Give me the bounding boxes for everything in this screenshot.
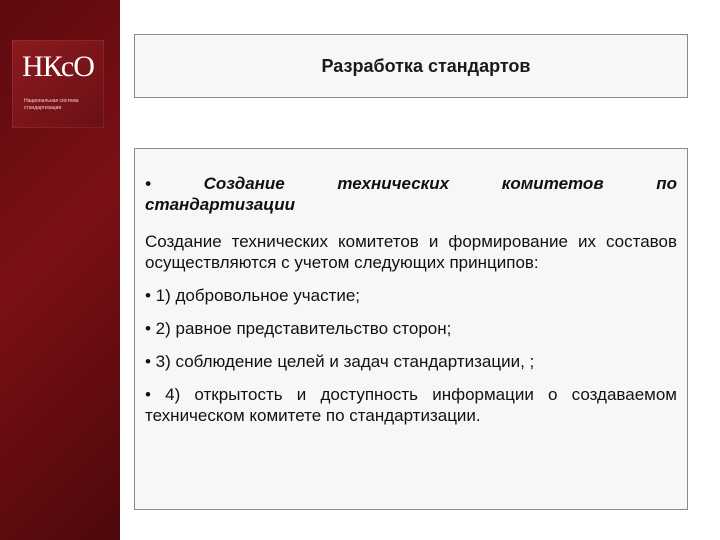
heading-bullet: • bbox=[145, 174, 151, 193]
heading-word-2: технических bbox=[337, 174, 450, 193]
heading-word-3: комитетов bbox=[501, 174, 604, 193]
list-item-4: • 4) открытость и доступность информации о создаваемом техническом комитете по стандартизации. bbox=[145, 385, 677, 425]
logo bbox=[12, 40, 104, 128]
left-sidebar bbox=[0, 0, 120, 540]
list-item-1: • 1) добровольное участие; bbox=[145, 286, 361, 305]
body-box bbox=[134, 148, 688, 510]
title-box bbox=[134, 34, 688, 98]
list-item-2: • 2) равное представительство сторон; bbox=[145, 319, 452, 338]
intro-paragraph: Создание технических комитетов и формирование их составов осуществляются с учетом следующих принципов: bbox=[145, 232, 677, 272]
heading-word-1: Создание bbox=[203, 174, 285, 193]
heading-word-4: по bbox=[656, 174, 677, 193]
logo-subtitle: Национальная система стандартизации bbox=[24, 98, 79, 111]
heading-line-1 bbox=[145, 173, 677, 194]
list-item-3: • 3) соблюдение целей и задач стандартизации, ; bbox=[145, 352, 535, 371]
section-heading bbox=[145, 173, 677, 215]
logo-mark: НКсО bbox=[22, 50, 94, 83]
page-title: Разработка стандартов bbox=[321, 55, 531, 76]
heading-line-2: стандартизации bbox=[145, 195, 296, 214]
